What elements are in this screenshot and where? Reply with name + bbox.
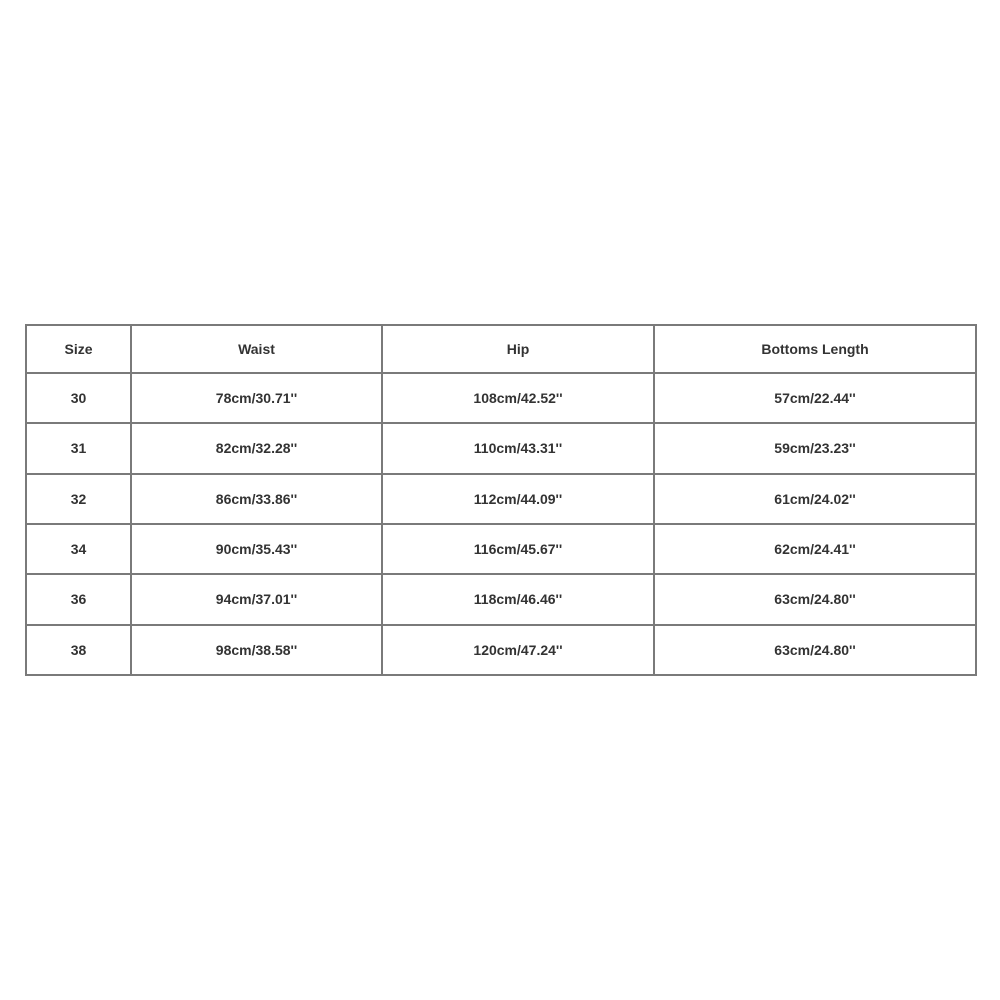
header-size: Size: [26, 325, 131, 373]
size-chart-table: [25, 324, 977, 676]
table-row: [26, 524, 976, 574]
cell-waist: 78cm/30.71'': [131, 373, 382, 423]
table-row: [26, 373, 976, 423]
table-row: [26, 625, 976, 675]
header-bottoms-length: Bottoms Length: [654, 325, 976, 373]
cell-bottoms-length: 63cm/24.80'': [654, 625, 976, 675]
cell-size: 38: [26, 625, 131, 675]
cell-hip: 108cm/42.52'': [382, 373, 654, 423]
cell-size: 32: [26, 474, 131, 524]
cell-bottoms-length: 63cm/24.80'': [654, 574, 976, 624]
cell-bottoms-length: 57cm/22.44'': [654, 373, 976, 423]
cell-size: 31: [26, 423, 131, 473]
cell-bottoms-length: 61cm/24.02'': [654, 474, 976, 524]
cell-waist: 86cm/33.86'': [131, 474, 382, 524]
header-waist: Waist: [131, 325, 382, 373]
cell-hip: 112cm/44.09'': [382, 474, 654, 524]
cell-size: 30: [26, 373, 131, 423]
cell-hip: 110cm/43.31'': [382, 423, 654, 473]
cell-waist: 82cm/32.28'': [131, 423, 382, 473]
table-row: [26, 574, 976, 624]
header-hip: Hip: [382, 325, 654, 373]
cell-waist: 90cm/35.43'': [131, 524, 382, 574]
cell-size: 36: [26, 574, 131, 624]
cell-hip: 116cm/45.67'': [382, 524, 654, 574]
table-row: [26, 474, 976, 524]
cell-size: 34: [26, 524, 131, 574]
cell-hip: 118cm/46.46'': [382, 574, 654, 624]
table-row: [26, 423, 976, 473]
cell-bottoms-length: 59cm/23.23'': [654, 423, 976, 473]
cell-waist: 94cm/37.01'': [131, 574, 382, 624]
table-header-row: [26, 325, 976, 373]
cell-hip: 120cm/47.24'': [382, 625, 654, 675]
cell-bottoms-length: 62cm/24.41'': [654, 524, 976, 574]
cell-waist: 98cm/38.58'': [131, 625, 382, 675]
